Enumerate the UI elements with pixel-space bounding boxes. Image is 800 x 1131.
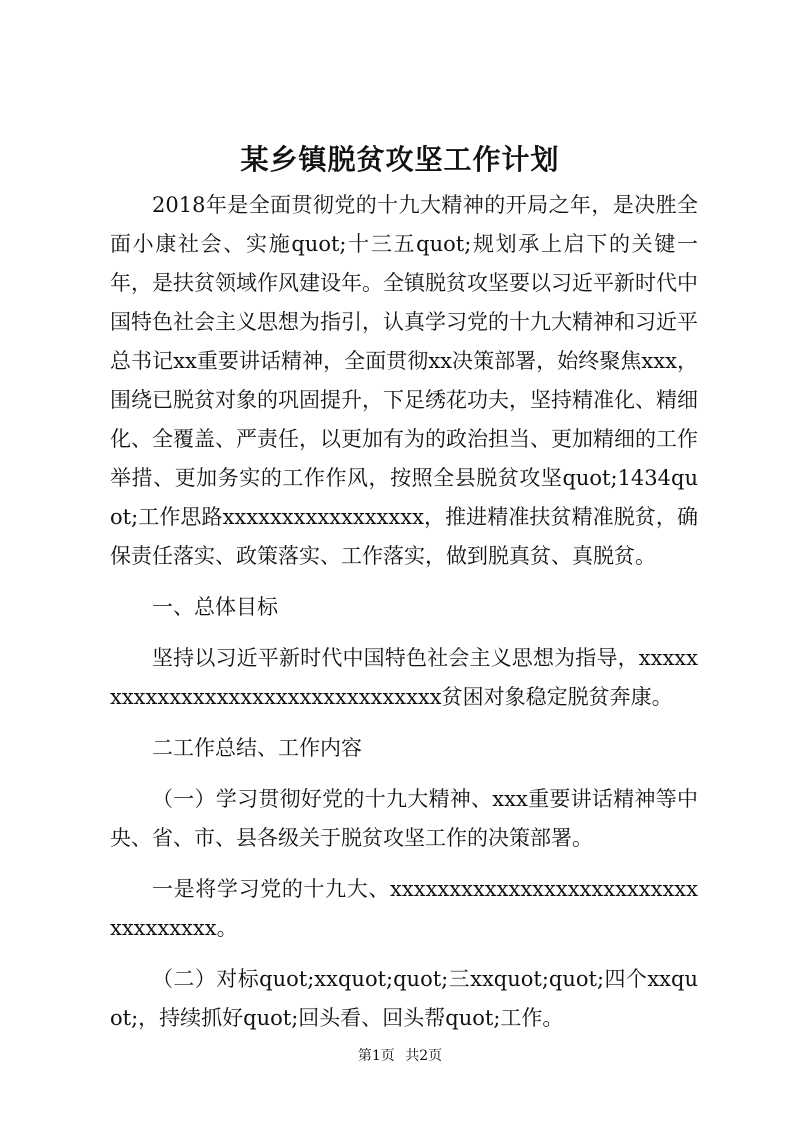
document-body — [110, 186, 698, 1038]
page-number: 第1页 — [357, 1048, 395, 1064]
work-item-1-detail-paragraph: 一是将学习党的十九大、xxxxxxxxxxxxxxxxxxxxxxxxxxxxxxxxxxx。 — [110, 877, 698, 940]
overall-goal-paragraph: 坚持以习近平新时代中国特色社会主义思想为指导，xxxxxxxxxxxxxxxxxxxxxxxxxxxxxxxxx贫困对象稳定脱贫奔康。 — [110, 646, 698, 709]
work-item-2-paragraph: （二）对标quot;xxquot;quot;三xxquot;quot;四个xxquot;，持续抓好quot;回头看、回头帮quot;工作。 — [110, 967, 698, 1030]
intro-paragraph: 2018年是全面贯彻党的十九大精神的开局之年，是决胜全面小康社会、实施quot;十三五quot;规划承上启下的关键一年，是扶贫领域作风建设年。全镇脱贫攻坚要以习近平新时代中国特色社会主义思想为指引，认真学习党的十九大精神和习近平总书记xx重要讲话精神，全面贯彻xx决策部署，始终聚焦xxx，围绕已脱贫对象的巩固提升，下足绣花功夫，坚持精准化、精细化、全覆盖、严责任，以更加有为的政治担当、更加精细的工作举措、更加务实的工作作风，按照全县脱贫攻坚quot;1434quot;工作思路xxxxxxxxxxxxxxxxx，推进精准扶贫精准脱贫，确保责任落实、政策落实、工作落实，做到脱真贫、真脱贫。 — [110, 193, 698, 568]
work-item-1-paragraph: （一）学习贯彻好党的十九大精神、xxx重要讲话精神等中央、省、市、县各级关于脱贫攻坚工作的决策部署。 — [110, 787, 698, 850]
document-title: 某乡镇脱贫攻坚工作计划 — [240, 143, 560, 176]
page-total: 共2页 — [405, 1048, 443, 1064]
page-footer — [0, 1046, 800, 1066]
section-heading-overall-goal: 一、总体目标 — [152, 595, 278, 619]
section-heading-work-content: 二工作总结、工作内容 — [152, 736, 362, 760]
